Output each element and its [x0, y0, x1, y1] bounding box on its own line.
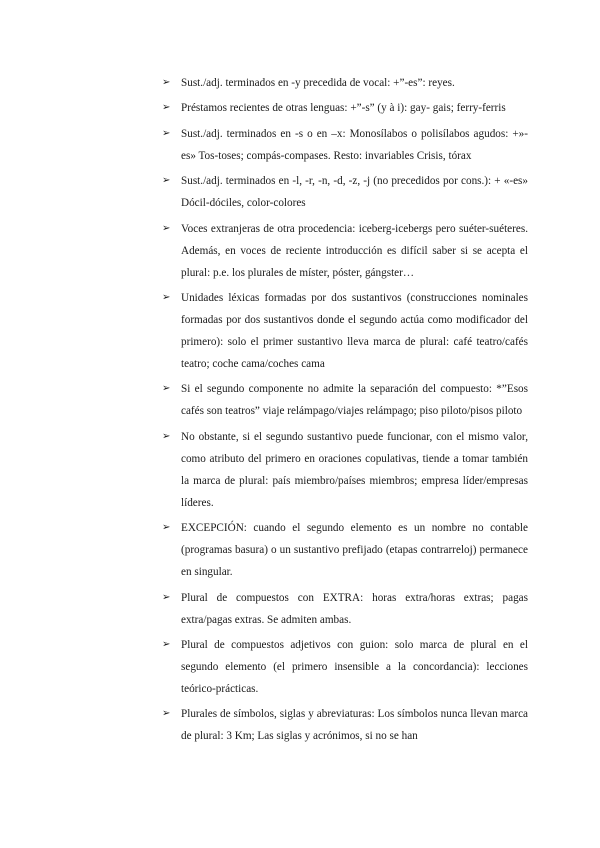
list-item-text: Plural de compuestos adjetivos con guion: solo marca de plural en el segundo elemento (el primero insensible a la concordancia): lecciones teórico-prácticas. [181, 638, 528, 695]
arrowhead-bullet-icon: ➢ [162, 430, 171, 442]
arrowhead-bullet-icon: ➢ [162, 102, 171, 114]
arrowhead-bullet-icon: ➢ [162, 77, 171, 88]
list-item-text: Sust./adj. terminados en -s o en –x: Monosílabos o polisílabos agudos: +»-es» Tos-toses; compás-compases. Resto: invariables Crisis, tórax [181, 127, 528, 162]
arrowhead-bullet-icon: ➢ [162, 708, 171, 720]
arrowhead-bullet-icon: ➢ [162, 638, 171, 650]
list-item-text: No obstante, si el segundo sustantivo puede funcionar, con el mismo valor, como atributo del primero en oraciones copulativas, tiende a tomar también la marca de plural: país miembro/países miembros; empresa líder/empresas líderes. [181, 430, 528, 509]
list-item [162, 378, 528, 422]
list-item [162, 218, 528, 284]
list-item-text: Préstamos recientes de otras lenguas: +”-s” (y à i): gay- gais; ferry-ferris [181, 102, 506, 115]
list-item [162, 587, 528, 631]
list-item-text: Sust./adj. terminados en -y precedida de vocal: +”-es”: reyes. [181, 77, 455, 89]
arrowhead-bullet-icon: ➢ [162, 222, 171, 234]
arrowhead-bullet-icon: ➢ [162, 522, 171, 534]
arrowhead-bullet-icon: ➢ [162, 175, 171, 187]
list-item [162, 287, 528, 375]
list-item [162, 517, 528, 583]
list-item-text: Voces extranjeras de otra procedencia: iceberg-icebergs pero suéter-suéteres. Además, en voces de reciente introducción es difícil saber si se acepta el plural: p.e. los plurales de míster, póster, gángster… [181, 222, 528, 279]
arrowhead-bullet-icon: ➢ [162, 591, 171, 603]
list-item-text: Plurales de símbolos, siglas y abreviaturas: Los símbolos nunca llevan marca de plural: 3 Km; Las siglas y acrónimos, si no se han [181, 708, 528, 743]
list-item [162, 426, 528, 514]
list-item-text: Si el segundo componente no admite la separación del compuesto: *”Esos cafés son teatros” viaje relámpago/viajes relámpago; piso piloto/pisos piloto [181, 383, 528, 418]
list-item-text: EXCEPCIÓN: cuando el segundo elemento es un nombre no contable (programas basura) o un sustantivo prefijado (etapas contrarreloj) permanece en singular. [181, 522, 528, 579]
list-item-text: Plural de compuestos con EXTRA: horas extra/horas extras; pagas extra/pagas extras. Se admiten ambas. [181, 591, 528, 626]
arrowhead-bullet-icon: ➢ [162, 291, 171, 303]
list-item [162, 97, 528, 119]
list-item-text: Sust./adj. terminados en -l, -r, -n, -d, -z, -j (no precedidos por cons.): + «-es» Dócil-dóciles, color-colores [181, 175, 528, 210]
list-item [162, 72, 528, 94]
list-item [162, 703, 528, 747]
bullet-list [162, 72, 528, 751]
list-item [162, 170, 528, 214]
list-item [162, 634, 528, 700]
list-item [162, 123, 528, 167]
arrowhead-bullet-icon: ➢ [162, 127, 171, 139]
list-item-text: Unidades léxicas formadas por dos sustantivos (construcciones nominales formadas por dos sustantivos donde el segundo actúa como modificador del primero): solo el primer sustantivo lleva marca de plural: café teatro/cafés teatro; coche cama/coches cama [181, 291, 528, 370]
arrowhead-bullet-icon: ➢ [162, 383, 171, 395]
